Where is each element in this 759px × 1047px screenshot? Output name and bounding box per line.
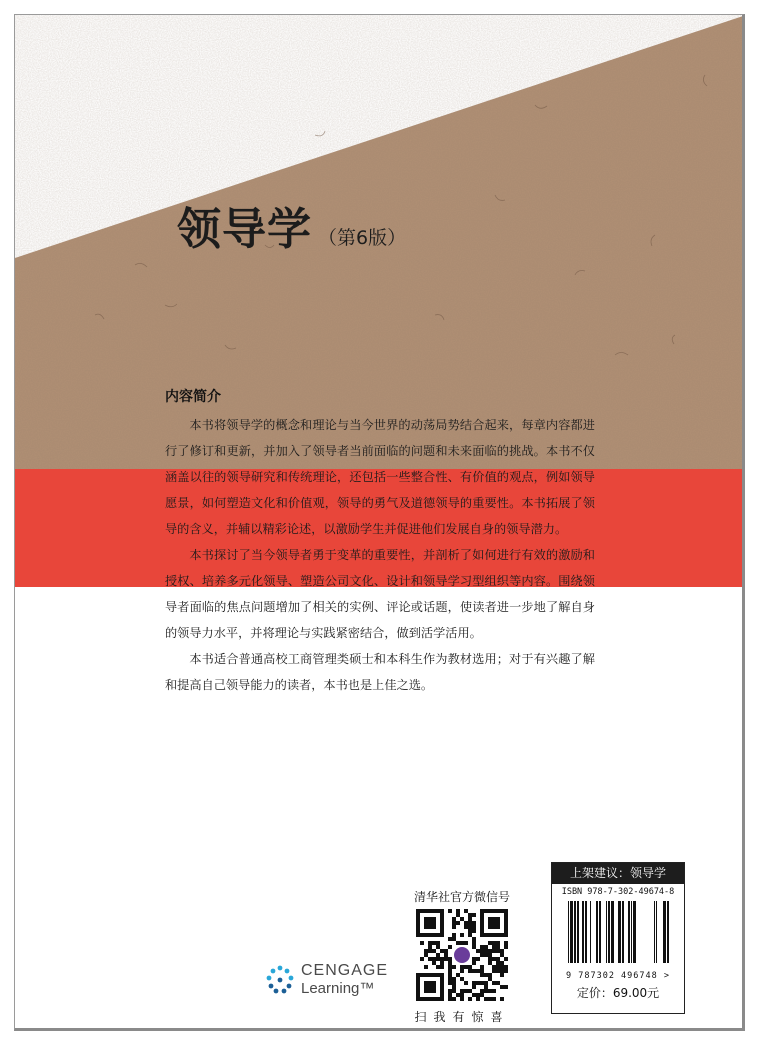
isbn-text: ISBN 978-7-302-49674-8 xyxy=(561,887,675,897)
barcode-panel xyxy=(551,862,685,1014)
price-label: 定价：69.00元 xyxy=(576,986,660,1000)
wechat-qr-block xyxy=(407,888,517,1025)
summary-paragraph-3: 本书适合普通高校工商管理类硕士和本科生作为教材选用；对于有兴趣了解和提高自己领导能力的读者，本书也是上佳之选。 xyxy=(165,652,595,692)
qr-code-icon[interactable] xyxy=(416,909,508,1001)
logo-line-1: CENGAGE xyxy=(301,962,389,979)
isbn-barcode xyxy=(552,897,684,967)
shelf-suggestion: 上架建议：领导学 xyxy=(552,863,684,884)
book-title-main: 领导学 xyxy=(177,204,312,255)
book-title xyxy=(177,193,406,257)
book-edition: （第6版） xyxy=(318,227,407,249)
book-back-cover xyxy=(14,14,745,1031)
barcode-digits: 9 787302 496748 > xyxy=(566,971,670,981)
summary-heading: 内容简介 xyxy=(165,389,221,405)
cengage-learning-logo xyxy=(265,963,388,996)
summary-paragraph-2: 本书探讨了当今领导者勇于变革的重要性，并剖析了如何进行有效的激励和授权、培养多元化领导、塑造公司文化、设计和领导学习型组织等内容。围绕领导者面临的焦点问题增加了相关的实例、评论或话题，使读者进一步地了解自身的领导力水平，并将理论与实践紧密结合，做到活学活用。 xyxy=(165,548,595,640)
cengage-emblem-icon xyxy=(265,965,295,995)
qr-caption: 清华社官方微信号 xyxy=(413,890,510,904)
qr-note: 扫我有惊喜 xyxy=(414,1010,510,1024)
logo-line-2: Learning™ xyxy=(301,980,375,997)
summary-body xyxy=(165,412,595,698)
summary-paragraph-1: 本书将领导学的概念和理论与当今世界的动荡局势结合起来，每章内容都进行了修订和更新，并加入了领导者当前面临的问题和未来面临的挑战。本书不仅涵盖以往的领导研究和传统理论，还包括一些整合性、有价值的观点，例如领导愿景，如何塑造文化和价值观，领导的勇气及道德领导的重要性。本书拓展了领导的含义，并辅以精彩论述，以激励学生并促进他们发展自身的领导潜力。 xyxy=(165,418,595,536)
